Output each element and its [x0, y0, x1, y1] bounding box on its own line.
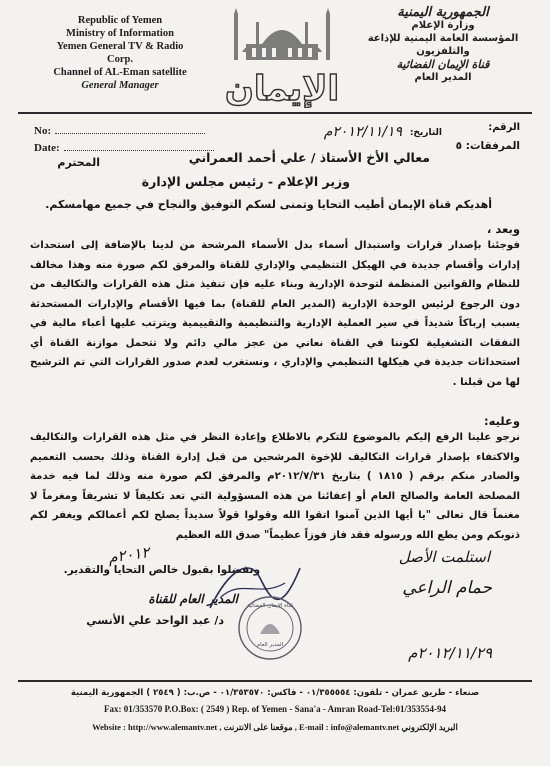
letterhead-arabic [358, 6, 528, 84]
lh-ar-line: المؤسسة العامة اليمنية للإذاعة [367, 33, 519, 44]
lh-ar-line: والتلفزيون [416, 46, 470, 57]
ar-attachments: المرفقات: ٥ [455, 140, 520, 152]
lh-en-line: Yemen General TV & Radio [56, 41, 184, 52]
lh-ar-line: الجمهورية اليمنية [397, 5, 489, 20]
stamp-ring-text: قناة الإيمان الفضائية [246, 603, 294, 609]
handwritten-date: ٢٠١٢/١١/٢٩م [408, 644, 492, 662]
stamp-center-text: المدير العام [256, 642, 284, 648]
paragraph-1: فوجئنا بإصدار قرارات واستبدال أسماء بدل الأسماء المرشحة من لدينا بالإضافة إلى استحداث إدارات وأقسام جديدة في الهيكل التنظيمي والإداري للقناة والمرفق لكم صورة منه وهذا مخالف للنظام والقوانين المنظمة لتوحدة الإدارية وبناء عليه فإن تنفيذ مثل هذه القرارات والتكاليف من دون الرجوع لرئيس الوحدة الإدارية (المدير العام للقناة) بما فيها الأقسام والإدارات المستحدثة يسبب إرباكاً شديداً في سير العملية الإدارية والتنظيمية والتقييمية ويترتب عليها أعباء مالية في النفقات التشغيلية لكوننا في القناة نعاني من عجز مالي دائم ولا تتحمل موازنة القناة أي استحداثات جديدة في هيكلها التنظيمي والإداري ، ونستغرب لعدم صدور القرارات التي تم الترشيح لها من قبلنا . [30, 240, 520, 388]
letterhead-english [30, 14, 210, 92]
ar-date-handwritten: ٢٠١٢/١١/١٩م [323, 124, 402, 140]
addressee: معالي الأخ الأستاذ / علي أحمد العمراني [188, 150, 430, 165]
lh-ar-general-manager: المدير العام [414, 72, 472, 83]
ref-date-field [34, 141, 214, 154]
official-stamp [236, 594, 304, 662]
footer-rule [18, 680, 532, 682]
ref-date-label: Date: [34, 142, 60, 154]
greeting: أهديكم قناة الإيمان أطيب التحايا وتمنى لسكم التوفيق والنجاح في جميع مهامسكم. [45, 198, 492, 211]
ref-no-field [34, 124, 205, 137]
lh-en-line: Republic of Yemen [77, 15, 163, 26]
lh-en-line: Corp. [107, 54, 133, 65]
signer-name: د/ عبد الواحد علي الأنسي [86, 614, 224, 627]
lh-en-line: Channel of AL-Eman satellite [53, 67, 187, 78]
ar-date-label: التاريخ: [409, 128, 442, 138]
lh-ar-line: وزارة الإعلام [411, 20, 475, 31]
header-rule [18, 112, 532, 114]
baad: وبعد ، [487, 222, 520, 236]
paragraph-2: نرجو علينا الرفع إليكم بالموضوع للتكرم بالاطلاع وإعادة النظر في مثل هذه القرارات والتكاليف والاكتفاء بإصدار قرارات التكاليف للإخوة المرشحين من قبل إدارة القناة وذلك بحسب التعميم والصادر منكم برقم ( ١٨١٥ ) بتاريخ ٢٠١٢/٧/٣١م والمرفق لكم صورة منه وذلك لما فيه خدمة المصلحة العامة والصالح العام أو إعفائنا من هذه المسؤولية التي تعد تكليفاً لا تشريفاً ومغرماً لا مغنماً قال تعالى "يا أيها الذين آمنوا اتقوا الله وقولوا قولاً سديداً يصلح لكم أعمالكم ويغفر لكم ذنوبكم ومن يطع الله ورسوله فقد فاز فوزاً عظيماً" صدق الله العظيم [30, 432, 521, 541]
signer-title: المدير العام للقناة [148, 592, 238, 606]
ref-no-dots [55, 124, 205, 134]
ar-ref-label: الرقم: [488, 122, 520, 133]
footer-web: Website : http://www.alemantv.net , موقعنا على الانترنت , E-mail : info@alemantv.net البريد الإلكتروني [92, 722, 458, 732]
addressee-title: وزير الإعلام - رئيس مجلس الإدارة [141, 174, 350, 189]
lh-ar-channel: قناة الإيمان الفضائية [396, 58, 490, 71]
lh-en-line: Ministry of Information [66, 28, 174, 39]
respected: المحترم [57, 156, 100, 169]
ref-no-label: No: [34, 125, 52, 137]
al-eman-logo [212, 8, 352, 108]
lh-en-general-manager: General Manager [81, 80, 159, 91]
footer-arabic: صنعاء - طريق عمران - تلفون: ٠١/٣٥٥٥٥٤ - فاكس: ٠١/٣٥٣٥٧٠ - ص.ب: ( ٢٥٤٩ ) الجمهورية اليمنية [70, 688, 480, 698]
footer-english: Fax: 01/353570 P.O.Box: ( 2549 ) Rep. of Yemen - Sana'a - Amran Road-Tel:01/353554-94 [104, 704, 446, 714]
handwritten-received: استلمت الأصل [398, 548, 490, 566]
closing: وتفضلوا بقبول خالص التحايا والتقدير. [63, 564, 260, 576]
handwritten-year: ٢٠١٢م [107, 543, 152, 567]
alayh: وعليه: [484, 414, 520, 428]
handwritten-name: حمام الراعي [402, 578, 492, 598]
logo-text: الإيمان [224, 69, 340, 108]
